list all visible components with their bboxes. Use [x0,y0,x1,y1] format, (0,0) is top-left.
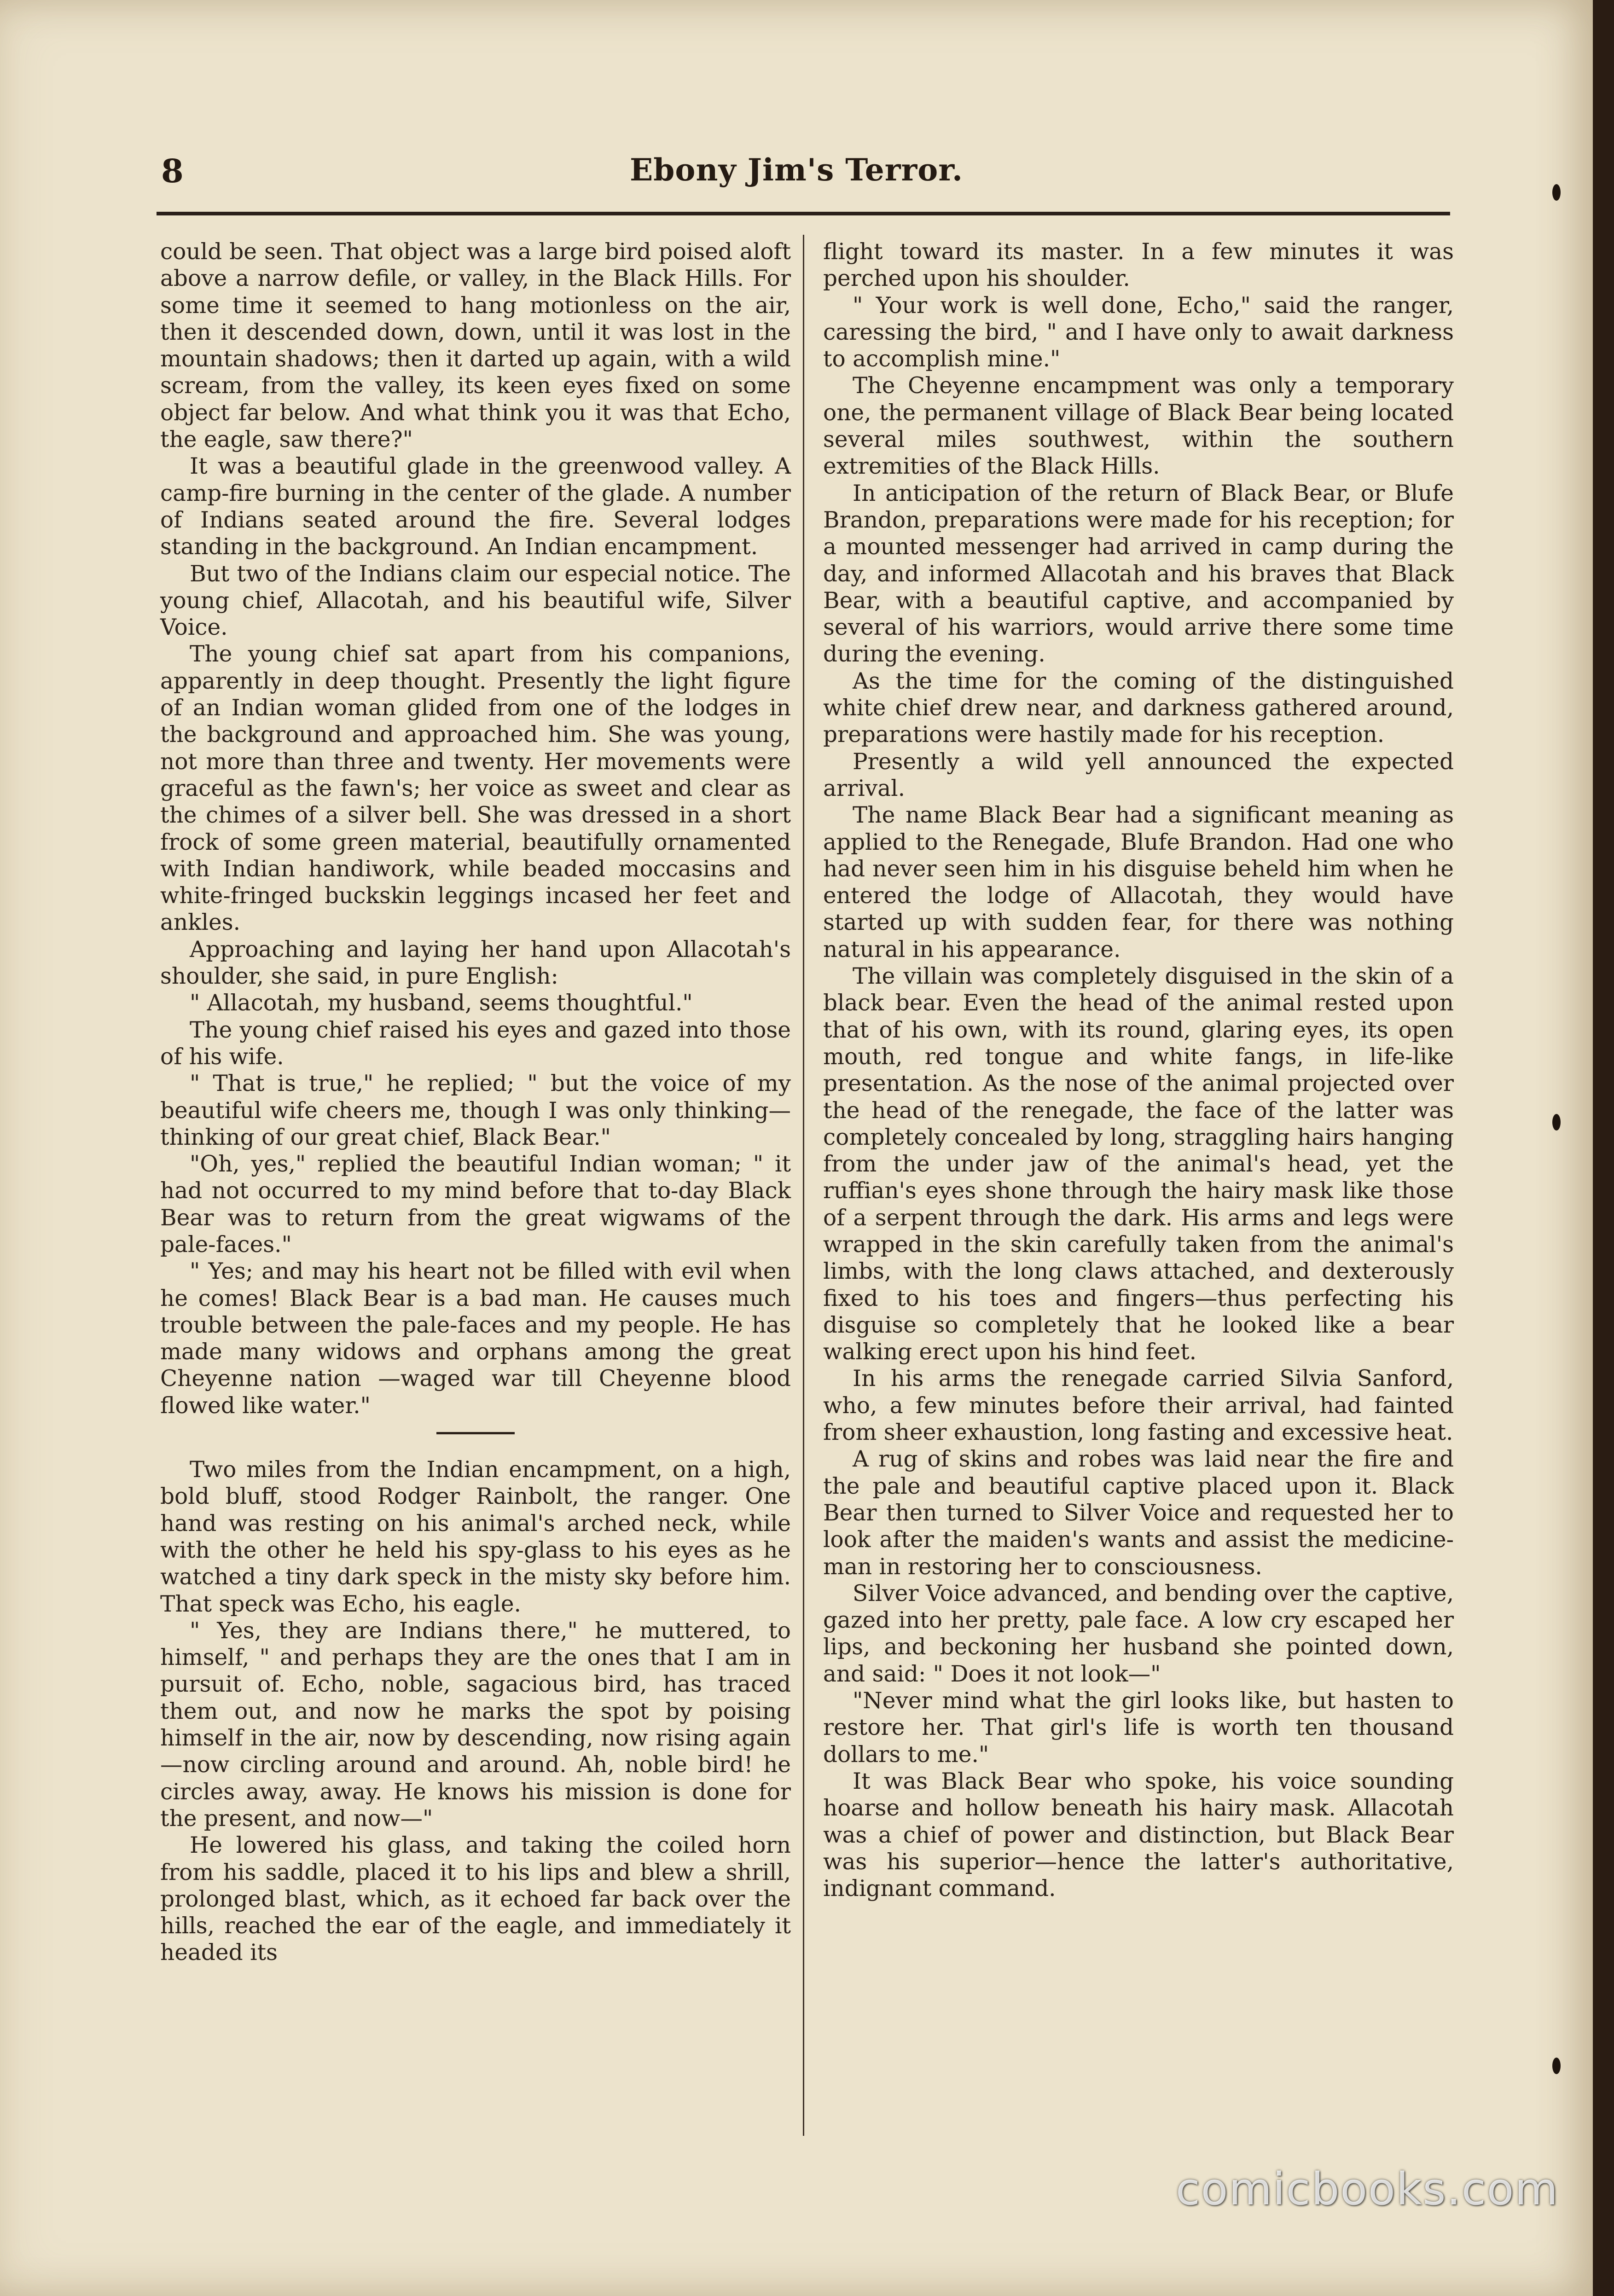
paragraph: Approaching and laying her hand upon Allacotah's shoulder, she said, in pure English: [160,936,791,990]
paragraph: " That is true," he replied; " but the voice of my beautiful wife cheers me, though I was only thinking—thinking of our great chief, Black Bear." [160,1071,791,1150]
paragraph: As the time for the coming of the distinguished white chief drew near, and darkness gathered around, preparations were hastily made for his reception. [823,668,1454,748]
paragraph: It was Black Bear who spoke, his voice sounding hoarse and hollow beneath his hairy mask. Allacotah was a chief of power and distinction, but Black Bear was his superior—hence the latter's authoritative, indignant command. [823,1768,1454,1902]
page-number: 8 [161,152,184,190]
paragraph: The young chief sat apart from his companions, apparently in deep thought. Presently the light figure of an Indian woman glided from one of the lodges in the background and approached him. She was young, not more than three and twenty. Her movements were graceful as the fawn's; her voice as sweet and clear as the chimes of a silver bell. She was dressed in a short frock of some green material, beautifully ornamented with Indian handiwork, while beaded moccasins and white-fringed buckskin leggings incased her feet and ankles. [160,641,791,936]
right-column [823,238,1454,1902]
paragraph: The Cheyenne encampment was only a temporary one, the permanent village of Black Bear being located several miles southwest, within the southern extremities of the Black Hills. [823,373,1454,480]
paragraph: He lowered his glass, and taking the coiled horn from his saddle, placed it to his lips and blew a shrill, prolonged blast, which, as it echoed far back over the hills, reached the ear of the eagle, and immediately it headed its [160,1832,791,1966]
paragraph: "Oh, yes," replied the beautiful Indian woman; " it had not occurred to my mind before that to-day Black Bear was to return from the great wigwams of the pale-faces." [160,1151,791,1258]
column-rule [803,235,804,2136]
paragraph: It was a beautiful glade in the greenwood valley. A camp-fire burning in the center of the glade. A number of Indians seated around the fire. Several lodges standing in the background. An Indian encampment. [160,453,791,560]
watermark: comicbooks.com [1175,2163,1559,2215]
paragraph: Presently a wild yell announced the expected arrival. [823,748,1454,801]
paragraph: The name Black Bear had a significant meaning as applied to the Renegade, Blufe Brandon. Had one who had never seen him in his disguise beheld him when he entered the lodge of Allacotah, they would have started up with sudden fear, for there was nothing natural in his appearance. [823,802,1454,962]
binding-spine [1593,0,1614,2296]
binding-staple-mark [1552,2058,1561,2074]
header-rule [157,212,1450,215]
binding-staple-mark [1552,1114,1561,1131]
paragraph: could be seen. That object was a large bird poised aloft above a narrow defile, or valley, in the Black Hills. For some time it seemed to hang motionless on the air, then it descended down, down, until it was lost in the mountain shadows; then it darted up again, with a wild scream, from the valley, its keen eyes fixed on some object far below. And what think you it was that Echo, the eagle, saw there?" [160,239,791,453]
binding-staple-mark [1552,184,1561,201]
paragraph: The young chief raised his eyes and gazed into those of his wife. [160,1017,791,1070]
paragraph: In his arms the renegade carried Silvia Sanford, who, a few minutes before their arrival, had fainted from sheer exhaustion, long fasting and excessive heat. [823,1366,1454,1446]
paragraph: In anticipation of the return of Black Bear, or Blufe Brandon, preparations were made for his reception; for a mounted messenger had arrived in camp during the day, and informed Allacotah and his braves that Black Bear, with a beautiful captive, and accompanied by several of his warriors, would arrive there some time during the evening. [823,480,1454,667]
paragraph: But two of the Indians claim our especial notice. The young chief, Allacotah, and his beautiful wife, Silver Voice. [160,561,791,641]
paragraph: " Yes; and may his heart not be filled with evil when he comes! Black Bear is a bad man. He causes much trouble between the pale-faces and my people. He has made many widows and orphans among the great Cheyenne nation —waged war till Cheyenne blood flowed like water." [160,1258,791,1419]
paragraph: Two miles from the Indian encampment, on a high, bold bluff, stood Rodger Rainbolt, the ranger. One hand was resting on his animal's arched neck, while with the other he held his spy-glass to his eyes as he watched a tiny dark speck in the misty sky before him. That speck was Echo, his eagle. [160,1457,791,1617]
paragraph: " Your work is well done, Echo," said the ranger, caressing the bird, " and I have only to await darkness to accomplish mine." [823,292,1454,372]
left-column [160,238,791,1966]
paragraph: " Allacotah, my husband, seems thoughtful." [190,990,693,1016]
paragraph: A rug of skins and robes was laid near the fire and the pale and beautiful captive placed upon it. Black Bear then turned to Silver Voice and requested her to look after the maiden's wants and assist the medicine-man in restoring her to consciousness. [823,1446,1454,1580]
running-head-title: Ebony Jim's Terror. [629,152,964,188]
paragraph: " Yes, they are Indians there," he muttered, to himself, " and perhaps they are the ones that I am in pursuit of. Echo, noble, sagacious bird, has traced them out, and now he marks the spot by poising himself in the air, now by descending, now rising again—now circling around and around. Ah, noble bird! he circles away, away. He knows his mission is done for the present, and now—" [160,1618,791,1832]
paragraph: Silver Voice advanced, and bending over the captive, gazed into her pretty, pale face. A low cry escaped her lips, and beckoning her husband she pointed down, and said: " Does it not look—" [823,1580,1454,1687]
paragraph: The villain was completely disguised in the skin of a black bear. Even the head of the animal rested upon that of his own, with its round, glaring eyes, its open mouth, red tongue and white fangs, in life-like presentation. As the nose of the animal projected over the head of the renegade, the face of the latter was completely concealed by long, straggling hairs hanging from the under jaw of the animal's head, yet the ruffian's eyes shone through the hairy mask like those of a serpent through the dark. His arms and legs were wrapped in the skin carefully taken from the animal's limbs, with the long claws attached, and dexterously fixed to his toes and fingers—thus perfecting his disguise so completely that he looked like a bear walking erect upon his hind feet. [823,963,1454,1365]
paragraph: "Never mind what the girl looks like, but hasten to restore her. That girl's life is worth ten thousand dollars to me." [823,1688,1454,1768]
paragraph: flight toward its master. In a few minutes it was perched upon his shoulder. [823,239,1454,292]
section-break-rule [436,1432,515,1434]
